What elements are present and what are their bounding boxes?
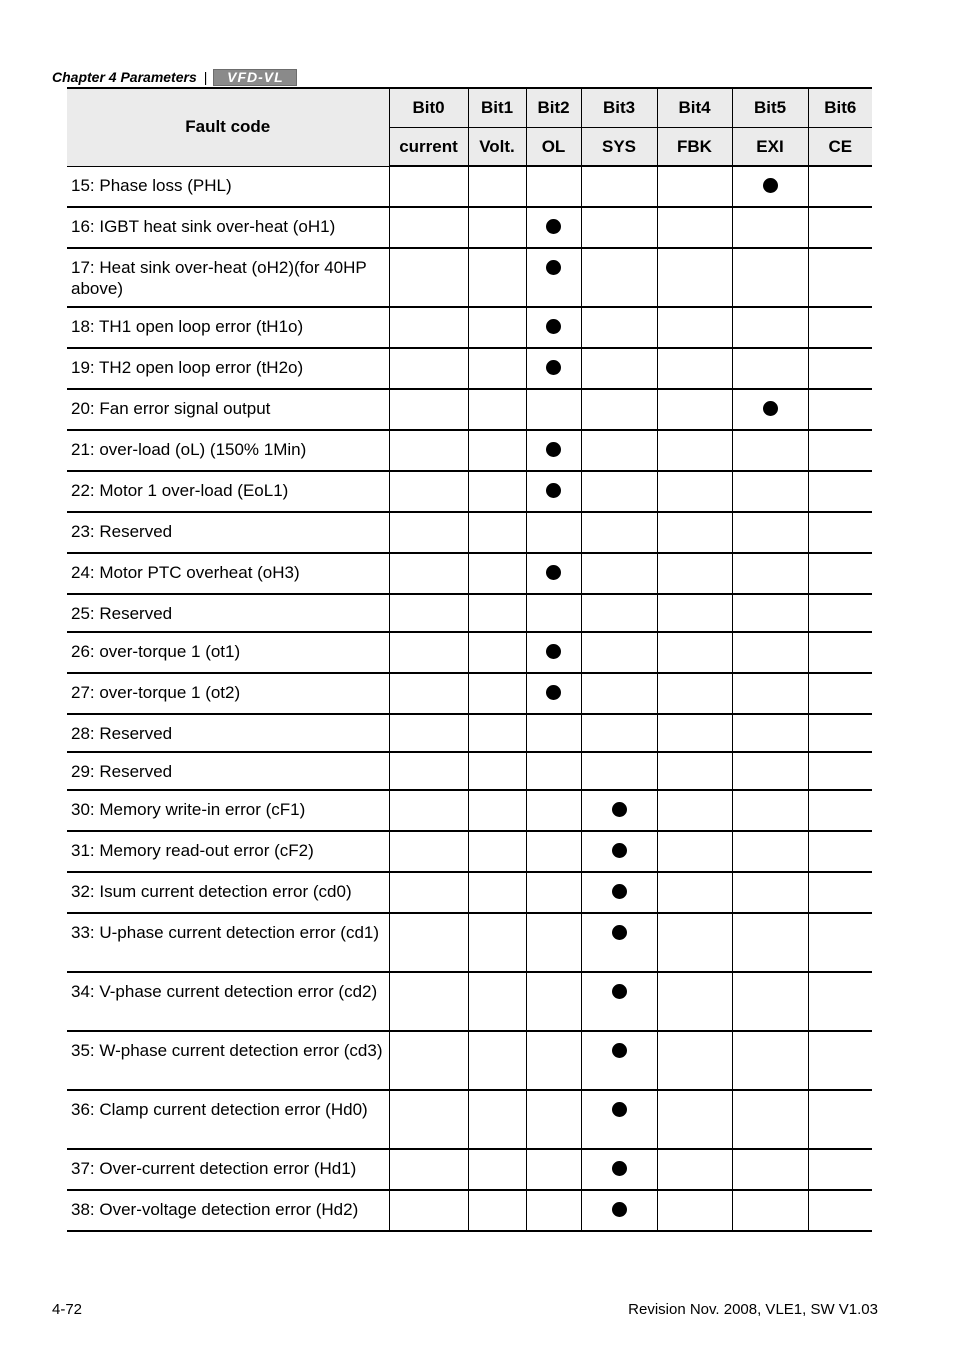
bit4-cell xyxy=(657,913,732,972)
bit1-cell xyxy=(468,207,526,248)
bit1-cell xyxy=(468,512,526,553)
bit6-header: Bit6 xyxy=(808,88,872,128)
table-row xyxy=(67,1090,872,1149)
table-row xyxy=(67,307,872,348)
fault-description: 25: Reserved xyxy=(67,594,389,632)
bit2-cell xyxy=(526,831,581,872)
table-row xyxy=(67,207,872,248)
bit5-cell xyxy=(732,673,808,714)
bit4-cell xyxy=(657,673,732,714)
bit4-cell xyxy=(657,553,732,594)
fault-description: 20: Fan error signal output xyxy=(67,389,389,430)
bit1-cell xyxy=(468,632,526,673)
bit5-cell xyxy=(732,1190,808,1231)
fault-description: 16: IGBT heat sink over-heat (oH1) xyxy=(67,207,389,248)
bit0-header: Bit0 xyxy=(389,88,468,128)
bit2-cell xyxy=(526,248,581,307)
bit4-cell xyxy=(657,207,732,248)
bit4-name: FBK xyxy=(657,128,732,167)
bit6-cell xyxy=(808,307,872,348)
bit4-cell xyxy=(657,471,732,512)
bit2-cell xyxy=(526,972,581,1031)
bit1-cell xyxy=(468,389,526,430)
bullet-dot-icon xyxy=(612,1161,627,1176)
bit6-cell xyxy=(808,972,872,1031)
bit3-cell xyxy=(581,553,657,594)
bit3-cell xyxy=(581,471,657,512)
bit1-cell xyxy=(468,553,526,594)
bit2-cell xyxy=(526,913,581,972)
bit6-cell xyxy=(808,594,872,632)
bullet-dot-icon xyxy=(546,442,561,457)
fault-description: 33: U-phase current detection error (cd1) xyxy=(67,913,389,972)
bit5-cell xyxy=(732,831,808,872)
bit0-cell xyxy=(389,307,468,348)
table-row xyxy=(67,632,872,673)
bullet-dot-icon xyxy=(763,401,778,416)
fault-description: 21: over-load (oL) (150% 1Min) xyxy=(67,430,389,471)
bit3-cell xyxy=(581,1031,657,1090)
bullet-dot-icon xyxy=(546,685,561,700)
bullet-dot-icon xyxy=(546,219,561,234)
bit1-cell xyxy=(468,913,526,972)
fault-description: 34: V-phase current detection error (cd2) xyxy=(67,972,389,1031)
bullet-dot-icon xyxy=(612,843,627,858)
table-row xyxy=(67,348,872,389)
bit5-cell xyxy=(732,1090,808,1149)
fault-description: 31: Memory read-out error (cF2) xyxy=(67,831,389,872)
bit0-cell xyxy=(389,872,468,913)
bit1-cell xyxy=(468,348,526,389)
bit0-cell xyxy=(389,594,468,632)
bit5-cell xyxy=(732,972,808,1031)
bit3-cell xyxy=(581,389,657,430)
bit1-cell xyxy=(468,1149,526,1190)
bit0-cell xyxy=(389,752,468,790)
bit5-cell xyxy=(732,348,808,389)
bit0-cell xyxy=(389,1190,468,1231)
bit5-cell xyxy=(732,714,808,752)
bit0-cell xyxy=(389,471,468,512)
bit4-cell xyxy=(657,831,732,872)
table-row xyxy=(67,166,872,207)
bit0-cell xyxy=(389,714,468,752)
bit6-cell xyxy=(808,872,872,913)
bit5-cell xyxy=(732,790,808,831)
bit1-cell xyxy=(468,714,526,752)
bit5-cell xyxy=(732,594,808,632)
bit4-header: Bit4 xyxy=(657,88,732,128)
fault-description: 23: Reserved xyxy=(67,512,389,553)
bit3-cell xyxy=(581,752,657,790)
bullet-dot-icon xyxy=(546,565,561,580)
bit4-cell xyxy=(657,790,732,831)
bit0-cell xyxy=(389,1090,468,1149)
bit0-name: current xyxy=(389,128,468,167)
bit3-cell xyxy=(581,790,657,831)
fault-description: 24: Motor PTC overheat (oH3) xyxy=(67,553,389,594)
bit1-cell xyxy=(468,1031,526,1090)
bit1-name: Volt. xyxy=(468,128,526,167)
bit6-cell xyxy=(808,1190,872,1231)
bit4-cell xyxy=(657,389,732,430)
bit4-cell xyxy=(657,1190,732,1231)
bit5-cell xyxy=(732,166,808,207)
bit4-cell xyxy=(657,872,732,913)
fault-description: 32: Isum current detection error (cd0) xyxy=(67,872,389,913)
fault-description: 26: over-torque 1 (ot1) xyxy=(67,632,389,673)
bit2-cell xyxy=(526,512,581,553)
table-row xyxy=(67,752,872,790)
bit0-cell xyxy=(389,1031,468,1090)
bullet-dot-icon xyxy=(612,1043,627,1058)
bit5-cell xyxy=(732,207,808,248)
table-row xyxy=(67,831,872,872)
bit0-cell xyxy=(389,1149,468,1190)
bit1-cell xyxy=(468,471,526,512)
bit2-cell xyxy=(526,207,581,248)
bit3-cell xyxy=(581,430,657,471)
fault-description: 27: over-torque 1 (ot2) xyxy=(67,673,389,714)
bit5-cell xyxy=(732,913,808,972)
fault-description: 22: Motor 1 over-load (EoL1) xyxy=(67,471,389,512)
bullet-dot-icon xyxy=(612,884,627,899)
bullet-dot-icon xyxy=(546,483,561,498)
table-row xyxy=(67,471,872,512)
fault-description: 17: Heat sink over-heat (oH2)(for 40HP above) xyxy=(67,248,389,307)
bit2-cell xyxy=(526,348,581,389)
bit2-cell xyxy=(526,714,581,752)
table-row xyxy=(67,714,872,752)
bit-header-row xyxy=(67,88,872,128)
bullet-dot-icon xyxy=(546,644,561,659)
table-row xyxy=(67,673,872,714)
bit4-cell xyxy=(657,348,732,389)
bit1-cell xyxy=(468,872,526,913)
bit6-name: CE xyxy=(808,128,872,167)
page-number: 4-72 xyxy=(52,1301,83,1318)
bit2-cell xyxy=(526,1149,581,1190)
bit2-cell xyxy=(526,166,581,207)
bit0-cell xyxy=(389,673,468,714)
bit4-cell xyxy=(657,1149,732,1190)
bullet-dot-icon xyxy=(546,260,561,275)
fault-description: 30: Memory write-in error (cF1) xyxy=(67,790,389,831)
bit4-cell xyxy=(657,752,732,790)
bit1-cell xyxy=(468,790,526,831)
bit4-cell xyxy=(657,714,732,752)
bit5-cell xyxy=(732,1149,808,1190)
bit2-cell xyxy=(526,430,581,471)
bit6-cell xyxy=(808,1090,872,1149)
bit1-cell xyxy=(468,307,526,348)
table-row xyxy=(67,594,872,632)
bit2-cell xyxy=(526,1190,581,1231)
bit5-cell xyxy=(732,389,808,430)
bit2-cell xyxy=(526,471,581,512)
page-header xyxy=(52,67,297,87)
bit6-cell xyxy=(808,166,872,207)
bit6-cell xyxy=(808,389,872,430)
bit6-cell xyxy=(808,471,872,512)
bit5-cell xyxy=(732,632,808,673)
bullet-dot-icon xyxy=(612,1202,627,1217)
table-row xyxy=(67,790,872,831)
bit0-cell xyxy=(389,831,468,872)
bit2-cell xyxy=(526,594,581,632)
bit0-cell xyxy=(389,913,468,972)
header-separator: | xyxy=(203,69,208,85)
bit1-header: Bit1 xyxy=(468,88,526,128)
bit6-cell xyxy=(808,207,872,248)
bullet-dot-icon xyxy=(546,360,561,375)
bit3-cell xyxy=(581,1149,657,1190)
table-row xyxy=(67,1149,872,1190)
bit3-cell xyxy=(581,512,657,553)
table-row xyxy=(67,389,872,430)
bit2-cell xyxy=(526,752,581,790)
bit3-cell xyxy=(581,831,657,872)
bit4-cell xyxy=(657,512,732,553)
bit1-cell xyxy=(468,248,526,307)
fault-description: 35: W-phase current detection error (cd3) xyxy=(67,1031,389,1090)
bit4-cell xyxy=(657,632,732,673)
table-row xyxy=(67,872,872,913)
bit4-cell xyxy=(657,166,732,207)
bit5-header: Bit5 xyxy=(732,88,808,128)
bit5-cell xyxy=(732,872,808,913)
fault-code-table xyxy=(67,87,872,1232)
bit0-cell xyxy=(389,632,468,673)
bit6-cell xyxy=(808,673,872,714)
bit3-cell xyxy=(581,673,657,714)
bit2-cell xyxy=(526,553,581,594)
bit0-cell xyxy=(389,348,468,389)
bit6-cell xyxy=(808,714,872,752)
bit6-cell xyxy=(808,248,872,307)
bit2-cell xyxy=(526,872,581,913)
bit6-cell xyxy=(808,512,872,553)
bullet-dot-icon xyxy=(546,319,561,334)
bit6-cell xyxy=(808,348,872,389)
bit3-name: SYS xyxy=(581,128,657,167)
chapter-title: Chapter 4 Parameters xyxy=(52,69,197,85)
bit4-cell xyxy=(657,307,732,348)
bit6-cell xyxy=(808,632,872,673)
bit1-cell xyxy=(468,752,526,790)
bit2-cell xyxy=(526,790,581,831)
fault-description: 28: Reserved xyxy=(67,714,389,752)
bit5-cell xyxy=(732,248,808,307)
bit5-cell xyxy=(732,1031,808,1090)
bit3-cell xyxy=(581,594,657,632)
bit2-cell xyxy=(526,1031,581,1090)
bullet-dot-icon xyxy=(612,802,627,817)
fault-description: 18: TH1 open loop error (tH1o) xyxy=(67,307,389,348)
bit1-cell xyxy=(468,1090,526,1149)
bit0-cell xyxy=(389,512,468,553)
bullet-dot-icon xyxy=(612,984,627,999)
bit1-cell xyxy=(468,673,526,714)
bit6-cell xyxy=(808,831,872,872)
fault-code-header: Fault code xyxy=(67,88,389,166)
bit0-cell xyxy=(389,248,468,307)
bit2-cell xyxy=(526,1090,581,1149)
bit2-cell xyxy=(526,673,581,714)
fault-description: 15: Phase loss (PHL) xyxy=(67,166,389,207)
bit3-cell xyxy=(581,913,657,972)
table-row xyxy=(67,1190,872,1231)
table-row xyxy=(67,430,872,471)
table-row xyxy=(67,972,872,1031)
fault-description: 38: Over-voltage detection error (Hd2) xyxy=(67,1190,389,1231)
fault-description: 29: Reserved xyxy=(67,752,389,790)
bit5-cell xyxy=(732,512,808,553)
bit2-name: OL xyxy=(526,128,581,167)
bit3-cell xyxy=(581,1090,657,1149)
table-row xyxy=(67,553,872,594)
fault-description: 37: Over-current detection error (Hd1) xyxy=(67,1149,389,1190)
bit2-cell xyxy=(526,307,581,348)
bit3-cell xyxy=(581,714,657,752)
bit3-header: Bit3 xyxy=(581,88,657,128)
bit4-cell xyxy=(657,1031,732,1090)
bit0-cell xyxy=(389,430,468,471)
bit5-cell xyxy=(732,752,808,790)
bit3-cell xyxy=(581,972,657,1031)
bit6-cell xyxy=(808,1149,872,1190)
vfd-vl-logo: VFD-VL xyxy=(213,69,297,86)
bit6-cell xyxy=(808,752,872,790)
bit2-cell xyxy=(526,389,581,430)
bit5-cell xyxy=(732,553,808,594)
bit4-cell xyxy=(657,594,732,632)
bit3-cell xyxy=(581,248,657,307)
bit5-cell xyxy=(732,430,808,471)
fault-description: 19: TH2 open loop error (tH2o) xyxy=(67,348,389,389)
table-row xyxy=(67,1031,872,1090)
bit0-cell xyxy=(389,389,468,430)
bit6-cell xyxy=(808,790,872,831)
bit0-cell xyxy=(389,166,468,207)
bit6-cell xyxy=(808,913,872,972)
table-row xyxy=(67,248,872,307)
bit0-cell xyxy=(389,207,468,248)
bit3-cell xyxy=(581,348,657,389)
table-row xyxy=(67,512,872,553)
bit2-header: Bit2 xyxy=(526,88,581,128)
bit5-cell xyxy=(732,471,808,512)
bit3-cell xyxy=(581,632,657,673)
bit6-cell xyxy=(808,553,872,594)
bullet-dot-icon xyxy=(763,178,778,193)
fault-rows xyxy=(67,166,872,1231)
bit6-cell xyxy=(808,1031,872,1090)
bullet-dot-icon xyxy=(612,1102,627,1117)
bit1-cell xyxy=(468,166,526,207)
fault-description: 36: Clamp current detection error (Hd0) xyxy=(67,1090,389,1149)
bit0-cell xyxy=(389,553,468,594)
table-row xyxy=(67,913,872,972)
bit4-cell xyxy=(657,430,732,471)
bit4-cell xyxy=(657,248,732,307)
bit2-cell xyxy=(526,632,581,673)
bit1-cell xyxy=(468,430,526,471)
bit0-cell xyxy=(389,790,468,831)
bit1-cell xyxy=(468,594,526,632)
bit3-cell xyxy=(581,207,657,248)
bit1-cell xyxy=(468,972,526,1031)
bit5-cell xyxy=(732,307,808,348)
bit3-cell xyxy=(581,872,657,913)
revision-note: Revision Nov. 2008, VLE1, SW V1.03 xyxy=(628,1301,878,1318)
bit3-cell xyxy=(581,1190,657,1231)
bit6-cell xyxy=(808,430,872,471)
bit3-cell xyxy=(581,307,657,348)
bit1-cell xyxy=(468,1190,526,1231)
bit4-cell xyxy=(657,1090,732,1149)
bit0-cell xyxy=(389,972,468,1031)
bit4-cell xyxy=(657,972,732,1031)
bullet-dot-icon xyxy=(612,925,627,940)
bit1-cell xyxy=(468,831,526,872)
bit3-cell xyxy=(581,166,657,207)
bit5-name: EXI xyxy=(732,128,808,167)
